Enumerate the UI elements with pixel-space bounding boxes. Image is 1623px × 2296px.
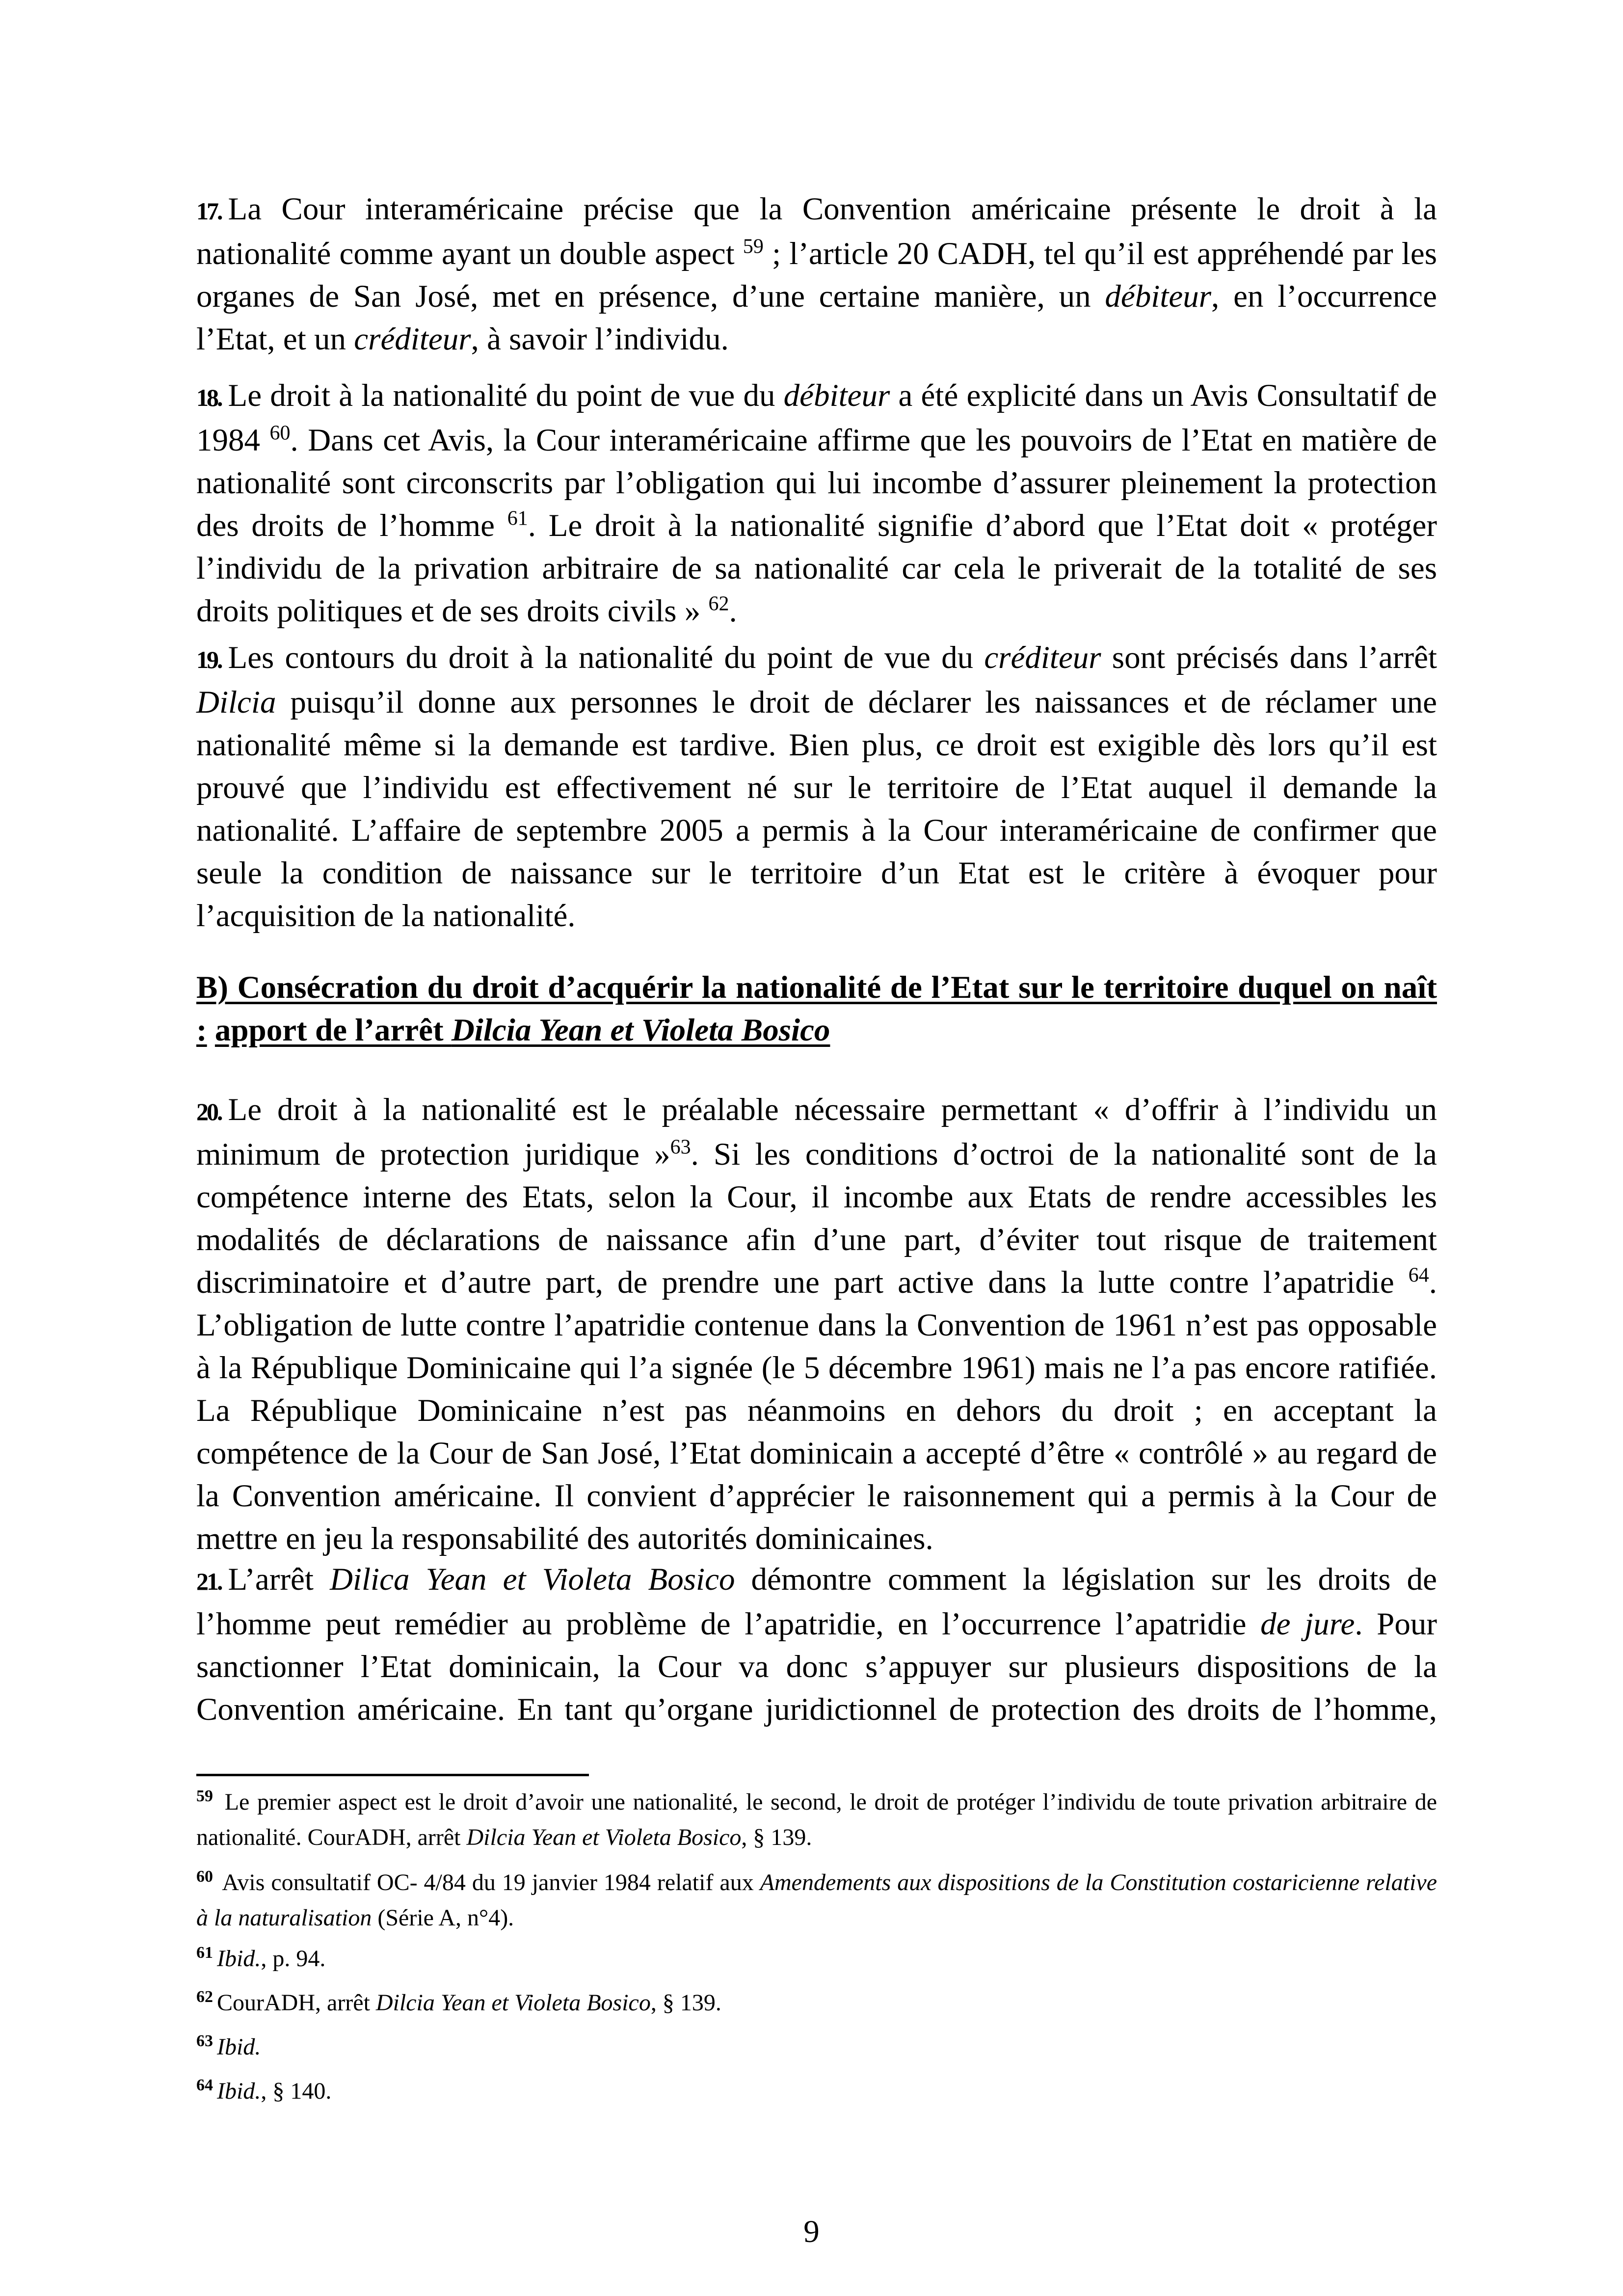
footnote-60	[196, 1865, 1437, 1936]
paragraph-19	[196, 637, 1437, 937]
paragraph-20	[196, 1089, 1437, 1560]
text-run: , à savoir l’individu.	[471, 321, 729, 357]
text-run: sont précisés dans l’arrêt	[1101, 640, 1437, 675]
italic-text: Dilcia Yean et Violeta Bosico	[466, 1824, 742, 1850]
heading-case-name: Dilcia Yean et Violeta Bosico	[451, 1013, 830, 1048]
text-run: . Si les conditions d’octroi de la nationalité sont de la compétence interne des Etats, selon la Cour, il incombe aux Etats de rendre accessibles les modalités de déclarations de naissance afin d’une part, d’éviter tout risque de traitement discriminatoire et d’autre part, de prendre une part active dans la lutte contre l’apatridie	[196, 1137, 1437, 1300]
italic-text: créditeur	[984, 640, 1101, 675]
footnote-number: 62	[196, 1988, 213, 2006]
paragraph-17	[196, 188, 1437, 361]
italic-text: Dilcia Yean et Violeta Bosico	[375, 1990, 651, 2016]
italic-text: Dilcia	[196, 685, 276, 720]
footnote-reference[interactable]: 60	[269, 422, 291, 445]
paragraph-number: 18.	[196, 384, 221, 411]
text-run: Le droit à la nationalité du point de vue du	[228, 378, 784, 413]
text-run: , § 139.	[650, 1990, 721, 2016]
text-run: démontre comment la législation sur les droits de l’homme peut remédier au problème de l’apatridie, en l’occurrence l’apatridie	[196, 1562, 1437, 1642]
text-run: . Le droit à la nationalité signifie d’abord que l’Etat doit « protéger l’individu de la privation arbitraire de sa nationalité car cela le priverait de la totalité de ses droits politiques et de ses droits civils »	[196, 508, 1437, 629]
italic-text: Dilica Yean et Violeta Bosico	[330, 1562, 735, 1597]
footnote-number: 61	[196, 1944, 213, 1962]
footnote-61	[196, 1941, 1437, 1976]
footnote-59	[196, 1785, 1437, 1855]
footnote-number: 64	[196, 2076, 213, 2094]
text-run: , § 139.	[741, 1824, 812, 1850]
paragraph-18	[196, 374, 1437, 633]
heading-part2	[215, 1013, 830, 1048]
text-run: Le premier aspect est le droit d’avoir une nationalité, le second, le droit de protéger l’individu de toute privation arbitraire de nationalité. CourADH, arrêt	[196, 1789, 1437, 1850]
footnote-number: 63	[196, 2032, 213, 2050]
footnote-separator	[196, 1774, 589, 1776]
text-run: .	[729, 593, 737, 629]
text-run: . Pour sanctionner l’Etat dominicain, la Cour va donc s’appuyer sur plusieurs dispositions de la Convention américaine. En tant qu’organe juridictionnel de protection des droits de l’homme,	[196, 1606, 1437, 1727]
text-run: L’arrêt	[228, 1562, 330, 1597]
text-run: (Série A, n°4).	[372, 1905, 514, 1931]
page-number: 9	[803, 2214, 820, 2249]
footnote-62	[196, 1985, 1437, 2021]
text-run: . Dans cet Avis, la Cour interaméricaine affirme que les pouvoirs de l’Etat en matière de nationalité sont circonscrits par l’obligation qui lui incombe d’assurer pleinement la protection des droits de l’homme	[196, 423, 1437, 543]
footnote-number: 60	[196, 1868, 213, 1886]
text-run: , p. 94.	[261, 1946, 326, 1972]
paragraph-21	[196, 1558, 1437, 1731]
footnote-64	[196, 2074, 1437, 2109]
footnote-reference[interactable]: 64	[1408, 1264, 1429, 1287]
paragraph-number: 20.	[196, 1098, 221, 1125]
heading-part2-text: apport de l’arrêt	[214, 1013, 452, 1048]
italic-text: débiteur	[783, 378, 890, 413]
italic-text: Ibid.	[217, 2078, 261, 2104]
text-run: La Cour interaméricaine précise que la Convention américaine présente le droit à la nationalité comme ayant un double aspect	[196, 191, 1437, 271]
footnote-63	[196, 2029, 1437, 2065]
footnote-number: 59	[196, 1787, 213, 1805]
text-run: , § 140.	[261, 2078, 332, 2104]
text-run: puisqu’il donne aux personnes le droit de déclarer les naissances et de réclamer une nationalité même si la demande est tardive. Bien plus, ce droit est exigible dès lors qu’il est prouvé que l’individu est effectivement né sur le territoire de l’Etat auquel il demande la nationalité. L’affaire de septembre 2005 a permis à la Cour interaméricaine de confirmer que seule la condition de naissance sur le territoire d’un Etat est le critère à évoquer pour l’acquisition de la nationalité.	[196, 685, 1437, 934]
text-run: . L’obligation de lutte contre l’apatridie contenue dans la Convention de 1961 n’est pas opposable à la République Dominicaine qui l’a signée (le 5 décembre 1961) mais ne l’a pas encore ratifiée. La République Dominicaine n’est pas néanmoins en dehors du droit ; en acceptant la compétence de la Cour de San José, l’Etat dominicain a accepté d’être « contrôlé » au regard de la Convention américaine. Il convient d’apprécier le raisonnement qui a permis à la Cour de mettre en jeu la responsabilité des autorités dominicaines.	[196, 1265, 1437, 1556]
italic-text: créditeur	[354, 321, 471, 357]
italic-text: Ibid.	[217, 1946, 261, 1972]
paragraph-number: 19.	[196, 646, 221, 673]
text-run: , en l’occurrence l’Etat, et un	[196, 279, 1437, 357]
text-run: ; l’article 20 CADH, tel qu’il est appréhendé par les organes de San José, met en présence, d’une certaine manière, un	[196, 236, 1437, 314]
footnote-reference[interactable]: 59	[743, 235, 764, 258]
text-run: Le droit à la nationalité est le préalable nécessaire permettant « d’offrir à l’individu un minimum de protection juridique »	[196, 1092, 1437, 1172]
italic-text: débiteur	[1105, 279, 1212, 314]
paragraph-number: 17.	[196, 197, 221, 225]
paragraph-number: 21.	[196, 1568, 221, 1595]
footnote-reference[interactable]: 62	[708, 592, 729, 615]
italic-text: Amendements aux dispositions de la Constitution costaricienne relative à la naturalisation	[196, 1869, 1437, 1931]
text-run: CourADH, arrêt	[217, 1990, 376, 2016]
italic-text: de jure	[1260, 1606, 1355, 1642]
footnote-reference[interactable]: 61	[507, 507, 528, 530]
text-run: Avis consultatif OC- 4/84 du 19 janvier 1984 relatif aux	[217, 1869, 760, 1896]
text-run: a été explicité dans un Avis Consultatif de 1984	[196, 378, 1437, 458]
footnote-reference[interactable]: 63	[670, 1136, 691, 1159]
heading-part1: B) Consécration du droit d’acquérir la nationalité de l’Etat sur le territoire duquel on naît :	[196, 970, 1437, 1048]
section-heading	[196, 966, 1437, 1052]
text-run: Les contours du droit à la nationalité du point de vue du	[228, 640, 984, 675]
italic-text: Ibid.	[217, 2034, 261, 2060]
